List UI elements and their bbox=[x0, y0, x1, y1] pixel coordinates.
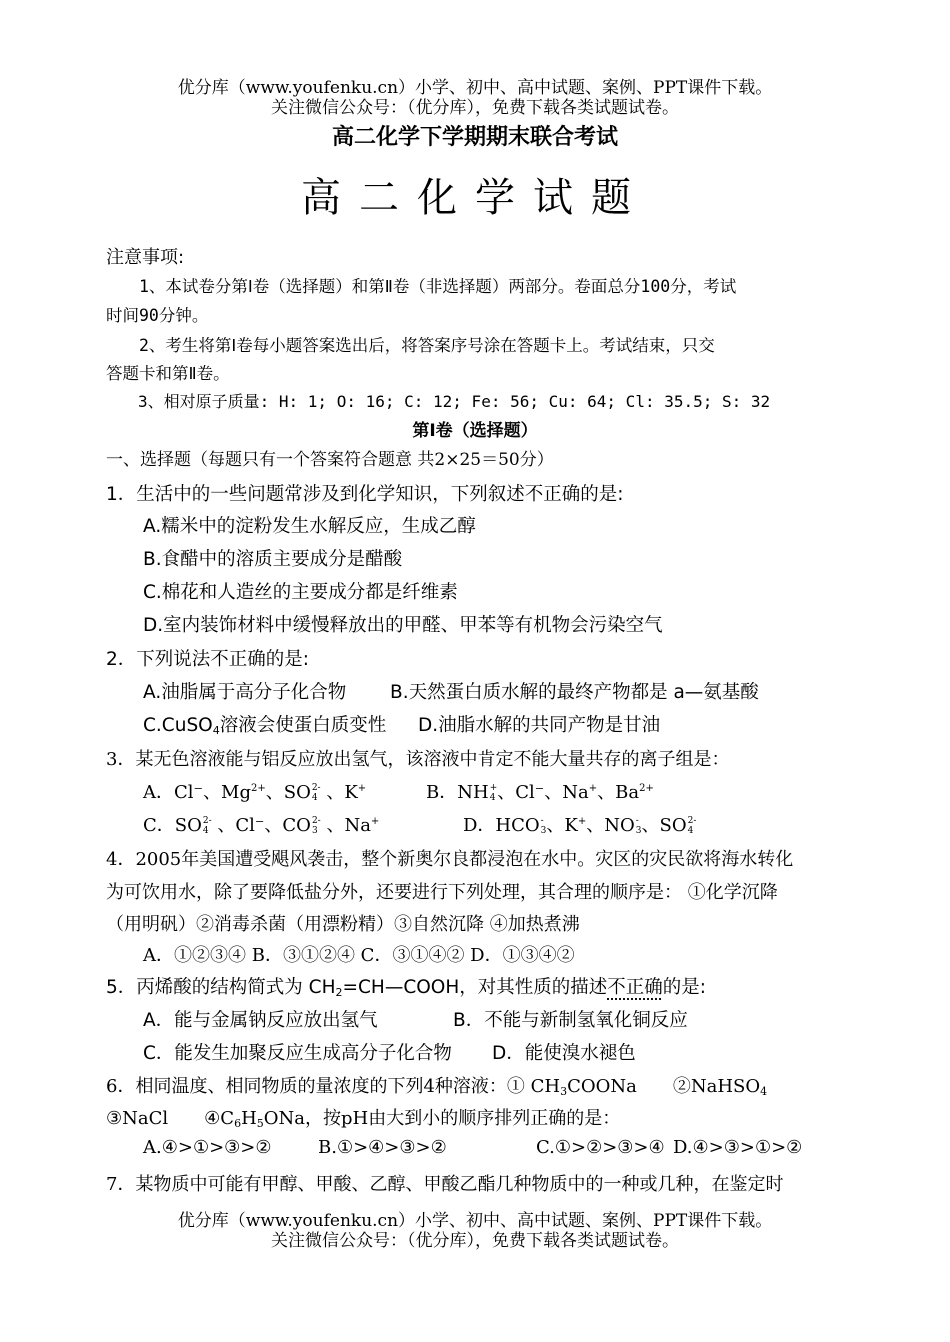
notice-heading: 注意事项: bbox=[106, 247, 185, 268]
notice-item-1a: 1、本试卷分第Ⅰ卷（选择题）和第Ⅱ卷（非选择题）两部分。卷面总分100分，考试 bbox=[106, 277, 737, 296]
notice-item-2b: 答题卡和第Ⅱ卷。 bbox=[106, 364, 230, 383]
footer-line-1: 优分库（www.youfenku.cn）小学、初中、高中试题、案例、PPT课件下载。 bbox=[177, 1211, 773, 1231]
q3-option-d: D．HCO - 3 、K+、NO - 3 、SO 2- 4 bbox=[463, 815, 697, 836]
q2-option-c: C.CuSO$_4$溶液会使蛋白质变性 bbox=[143, 715, 387, 737]
header-line-2: 关注微信公众号：（优分库），免费下载各类试题试卷。 bbox=[271, 98, 679, 118]
q2-option-a: A.油脂属于高分子化合物 bbox=[143, 682, 347, 703]
q3-option-a: A．Cl⁻、$Mg^{2+}$、SO 2- 4 、K+ bbox=[143, 782, 367, 803]
q6-stem-1: 6．相同温度、相同物质的量浓度的下列4种溶液：① $CH_3COONa$ ②NaHSO$_4$ bbox=[106, 1076, 768, 1098]
q4-stem-1: 4．2005年美国遭受飓风袭击，整个新奥尔良都浸泡在水中。灾区的灾民欲将海水转化 bbox=[106, 849, 794, 870]
exam-title: 高二化学下学期期末联合考试 bbox=[331, 125, 618, 150]
q2-stem: 2．下列说法不正确的是: bbox=[106, 649, 310, 670]
footer-line-2: 关注微信公众号：（优分库），免费下载各类试题试卷。 bbox=[271, 1231, 679, 1251]
q2-option-b: B.天然蛋白质水解的最终产物都是 a—氨基酸 bbox=[390, 682, 759, 703]
q5-option-d: D．能使溴水褪色 bbox=[492, 1043, 636, 1064]
q4-options: A．①②③④ B．③①②④ C．③①④② D．①③④② bbox=[143, 945, 575, 966]
exam-subtitle: 高二化学试题 bbox=[301, 175, 649, 221]
q7-stem: 7．某物质中可能有甲醇、甲酸、乙醇、甲酸乙酯几种物质中的一种或几种，在鉴定时 bbox=[106, 1174, 784, 1195]
q1-option-b: B.食醋中的溶质主要成分是醋酸 bbox=[143, 549, 403, 570]
q5-option-b: B．不能与新制氢氧化铜反应 bbox=[453, 1010, 688, 1031]
q5-option-c: C．能发生加聚反应生成高分子化合物 bbox=[143, 1043, 452, 1064]
q3-option-c: C．SO 2- 4 、Cl⁻、CO 2- 3 、Na+ bbox=[143, 815, 380, 836]
q6-option-b: B.①>④>③>② bbox=[318, 1137, 447, 1158]
q2-option-d: D.油脂水解的共同产物是甘油 bbox=[418, 715, 661, 736]
q5-option-a: A．能与金属钠反应放出氢气 bbox=[143, 1010, 378, 1031]
q6-stem-2: ③NaCl $④C_6H_5ONa$，按pH由大到小的顺序排列正确的是： bbox=[106, 1108, 621, 1130]
q6-option-c: C.①>②>③>④ bbox=[536, 1137, 665, 1158]
q1-option-d: D.室内装饰材料中缓慢释放出的甲醛、甲苯等有机物会污染空气 bbox=[143, 615, 663, 636]
section-intro: 一、选择题（每题只有一个答案符合题意 共2×25＝50分） bbox=[106, 450, 554, 470]
notice-item-3: 3、相对原子质量: H: 1; O: 16; C: 12; Fe: 56; Cu: 64; Cl: 35.5; S: 32 bbox=[106, 392, 771, 411]
q5-stem: 5．丙烯酸的结构简式为 $CH_2=CH—COOH$，对其性质的描述不正确的是: bbox=[106, 977, 707, 999]
q1-option-a: A.糯米中的淀粉发生水解反应，生成乙醇 bbox=[143, 516, 476, 537]
q4-stem-2: 为可饮用水，除了要降低盐分外，还要进行下列处理，其合理的顺序是： ①化学沉降 bbox=[106, 882, 778, 903]
notice-item-2a: 2、考生将第Ⅰ卷每小题答案选出后，将答案序号涂在答题卡上。考试结束，只交 bbox=[106, 336, 715, 355]
header-line-1: 优分库（www.youfenku.cn）小学、初中、高中试题、案例、PPT课件下载。 bbox=[177, 78, 773, 98]
q3-option-b: B．NH + 4 、Cl⁻、Na+、$Ba^{2+}$ bbox=[426, 782, 654, 803]
q6-option-d: D.④>③>①>② bbox=[673, 1137, 803, 1158]
q6-option-a: A.④>①>③>② bbox=[143, 1137, 272, 1158]
notice-item-1b: 时间90分钟。 bbox=[106, 306, 209, 325]
q4-stem-3: （用明矾）②消毒杀菌（用漂粉精）③自然沉降 ④加热煮沸 bbox=[106, 914, 580, 935]
q3-stem: 3．某无色溶液能与铝反应放出氢气，该溶液中肯定不能大量共存的离子组是： bbox=[106, 749, 730, 770]
q1-stem: 1．生活中的一些问题常涉及到化学知识，下列叙述不正确的是: bbox=[106, 484, 624, 505]
q5-emphasis: 不正确 bbox=[607, 977, 663, 998]
section-title: 第Ⅰ卷（选择题） bbox=[412, 421, 538, 441]
q1-option-c: C.棉花和人造丝的主要成分都是纤维素 bbox=[143, 582, 458, 603]
